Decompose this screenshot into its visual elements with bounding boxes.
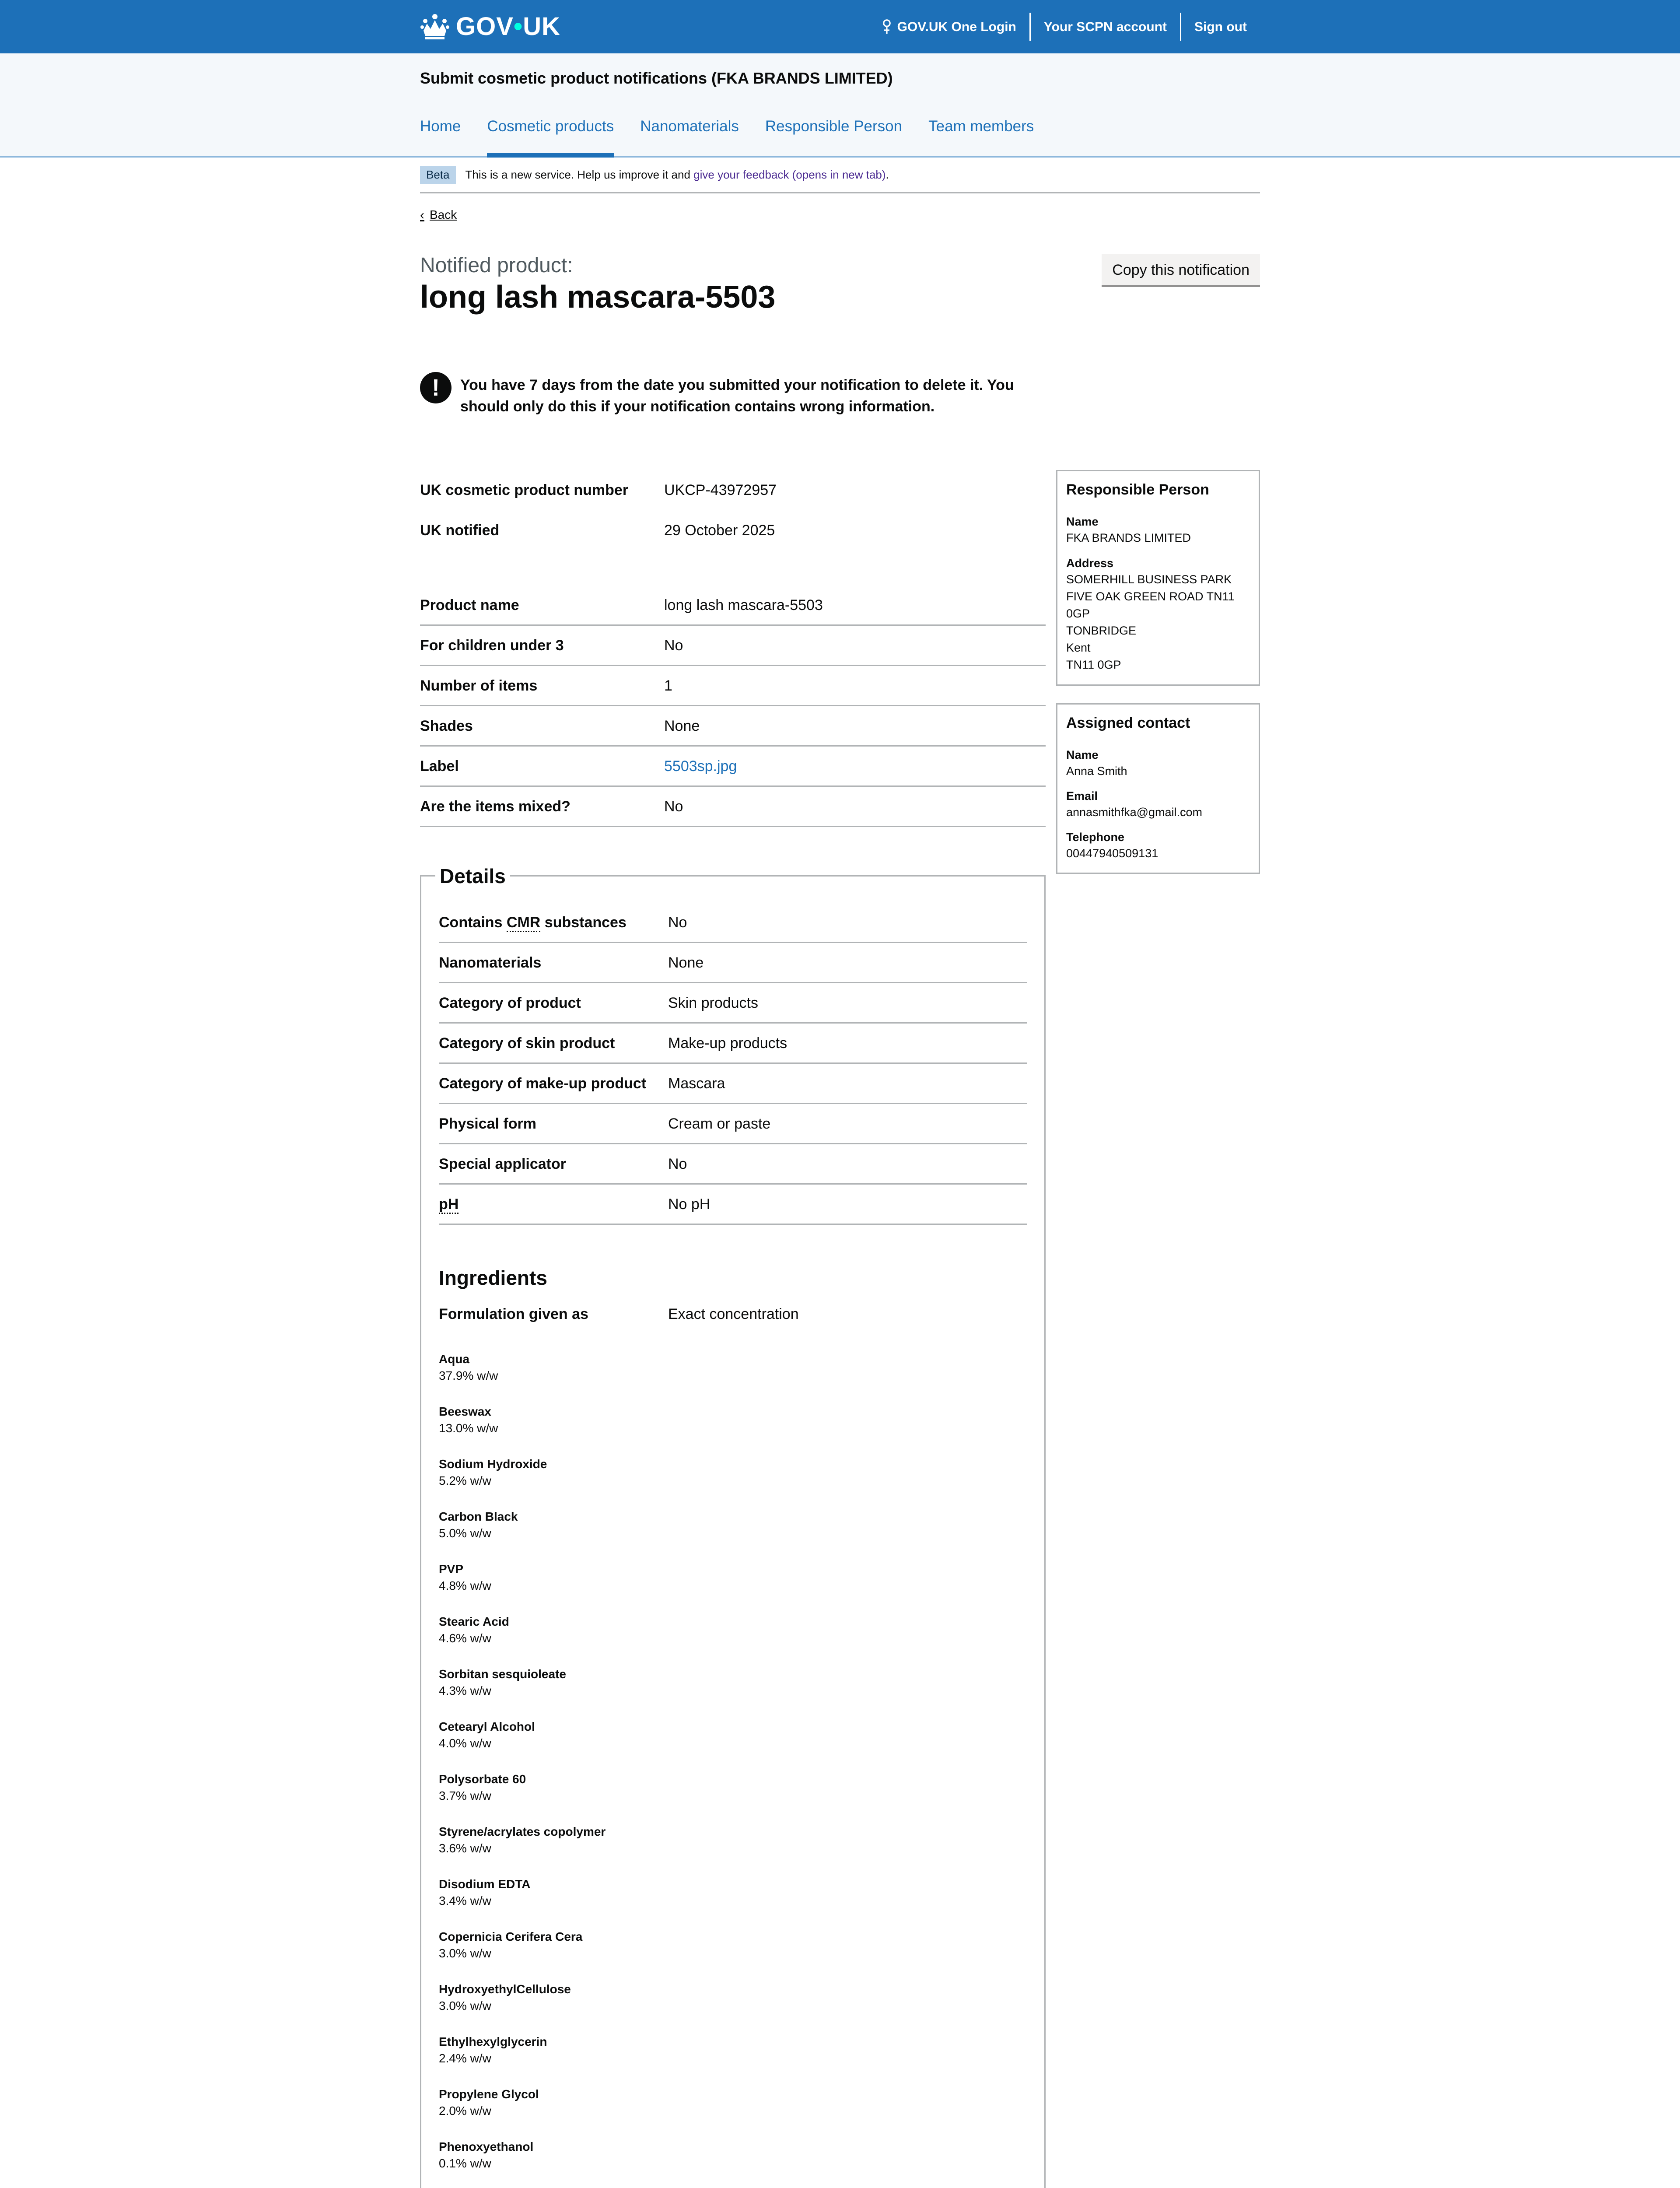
ingredients-heading: Ingredients [439,1266,547,1290]
summary-value: No [664,798,683,815]
ingredient-concentration: 2.0% w/w [439,2104,491,2118]
content-layout [420,470,1260,2188]
formulation-key: Formulation given as [439,1305,588,1322]
rp-name-label: Name [1066,515,1099,529]
summary-key: Label [420,757,459,775]
ingredient-name: Sorbitan sesquioleate [439,1667,566,1681]
ingredient-item [439,1666,1027,1718]
summary-row [439,983,1027,1024]
phase-banner [420,158,1260,193]
ingredient-name: Aqua [439,1352,469,1366]
summary-key: UK notified [420,522,500,539]
ingredient-item [439,1508,1027,1561]
summary-value: No [668,914,687,931]
ingredient-concentration: 37.9% w/w [439,1368,498,1382]
ingredient-item [439,1929,1027,1981]
summary-key: Category of product [439,994,581,1011]
ingredient-name: Ethylhexylglycerin [439,2035,547,2049]
contact-email-label: Email [1066,789,1098,803]
formulation-row [439,1304,1027,1324]
contact-telephone-label: Telephone [1066,831,1125,844]
summary-row [439,943,1027,983]
ingredient-concentration: 13.0% w/w [439,1421,498,1435]
summary-row [439,1144,1027,1185]
ingredient-concentration: 3.6% w/w [439,1841,491,1855]
assigned-contact-card [1056,703,1260,874]
summary-key: Shades [420,717,473,734]
feedback-link[interactable]: give your feedback (opens in new tab) [693,168,886,181]
assigned-contact-heading: Assigned contact [1066,714,1190,731]
ingredient-name: Stearic Acid [439,1615,509,1629]
nav-cosmetic-products[interactable]: Cosmetic products [487,102,614,158]
ph-abbr: pH [439,1196,458,1214]
title-row [420,252,1260,326]
summary-row [420,747,1046,787]
ingredient-name: Copernicia Cerifera Cera [439,1930,583,1944]
summary-value: UKCP-43972957 [664,482,777,499]
govuk-header [0,0,1680,53]
summary-value: 1 [664,677,672,694]
ingredient-concentration: 3.7% w/w [439,1788,491,1802]
summary-key: Nanomaterials [439,954,542,971]
summary-row [439,1064,1027,1104]
summary-value: No [664,637,683,654]
summary-key: Category of make-up product [439,1075,647,1092]
govuk-logo-link[interactable] [420,10,560,43]
ingredient-item [439,1561,1027,1613]
label-image-link[interactable]: 5503sp.jpg [664,757,737,775]
summary-value [664,757,737,776]
ingredient-name: PVP [439,1562,464,1576]
summary-value: None [664,717,700,734]
responsible-person-card [1056,470,1260,685]
ingredient-item [439,2034,1027,2086]
ingredient-name: Sodium Hydroxide [439,1457,547,1471]
summary-key: Are the items mixed? [420,798,570,815]
summary-row [420,706,1046,747]
ingredient-item [439,2086,1027,2139]
summary-value: 29 October 2025 [664,522,775,539]
summary-row [420,510,1046,551]
contact-name-label: Name [1066,748,1099,761]
summary-key: Special applicator [439,1155,566,1172]
formulation-value: Exact concentration [668,1305,799,1322]
contact-email: annasmithfka@gmail.com [1066,806,1203,819]
summary-row [439,1185,1027,1225]
ingredient-item [439,1876,1027,1929]
ingredient-item [439,1718,1027,1771]
ingredient-concentration: 3.4% w/w [439,1893,491,1907]
beta-tag: Beta [420,166,456,184]
summary-key: Category of skin product [439,1034,615,1052]
service-nav-list [420,102,1060,158]
ingredient-name: HydroxyethylCellulose [439,1982,571,1996]
summary-row [420,666,1046,706]
summary-key [439,1195,668,1214]
details-fieldset [420,865,1046,2188]
ingredient-item [439,1771,1027,1823]
scpn-account-link[interactable]: Your SCPN account [1029,13,1180,41]
summary-value: long lash mascara-5503 [664,596,823,614]
nav-responsible-person[interactable]: Responsible Person [765,118,903,135]
contact-telephone: 00447940509131 [1066,847,1158,860]
ingredient-concentration: 4.6% w/w [439,1631,491,1645]
phase-text: This is a new service. Help us improve it and give your feedback (opens in new tab). [465,168,889,181]
rp-address: SOMERHILL BUSINESS PARK FIVE OAK GREEN ROAD TN11 0GP TONBRIDGE Kent TN11 0GP [1066,572,1235,672]
ingredient-item [439,1403,1027,1456]
summary-key: For children under 3 [420,637,564,654]
one-login-link[interactable]: GOV.UK One Login [868,13,1029,41]
ingredient-name: Cetearyl Alcohol [439,1720,535,1734]
user-icon [881,19,893,35]
ingredient-name: Polysorbate 60 [439,1772,526,1786]
ingredient-concentration: 4.0% w/w [439,1736,491,1750]
ingredient-item [439,1613,1027,1666]
ingredient-item [439,1823,1027,1876]
summary-row [439,903,1027,943]
ingredient-name: Phenoxyethanol [439,2140,534,2154]
ingredient-concentration: 5.2% w/w [439,1473,491,1487]
rp-name: FKA BRANDS LIMITED [1066,531,1191,545]
ingredient-concentration: 0.1% w/w [439,2156,491,2170]
summary-key: UK cosmetic product number [420,482,629,499]
summary-value: No [668,1155,687,1172]
summary-key: Number of items [420,677,538,694]
details-legend: Details [435,863,510,890]
back-link[interactable]: ‹ Back [420,207,457,224]
summary-row [420,787,1046,827]
ingredient-name: Disodium EDTA [439,1877,531,1891]
page-caption: Notified product: [420,253,573,277]
contact-name: Anna Smith [1066,764,1127,778]
ingredient-concentration: 4.8% w/w [439,1578,491,1592]
summary-key: Product name [420,596,519,614]
ingredients-list [439,1351,1027,2188]
summary-value: None [668,954,704,971]
summary-row [420,586,1046,626]
rp-address-label: Address [1066,556,1114,570]
summary-value: Cream or paste [668,1115,771,1132]
summary-row [439,1024,1027,1064]
crown-icon [420,13,450,40]
responsible-person-heading: Responsible Person [1066,481,1209,498]
nav-nanomaterials[interactable]: Nanomaterials [640,118,739,135]
right-column [1056,470,1260,2188]
page-title: long lash mascara-5503 [420,279,776,315]
sign-out-link[interactable]: Sign out [1180,13,1260,41]
service-navigation [0,53,1680,158]
warning-message: You have 7 days from the date you submitted your notification to delete it. You should only do this if your notification contains wrong information. [460,376,1014,415]
warning-text [420,372,1050,418]
summary-value: No pH [668,1196,710,1213]
ingredient-concentration: 2.4% w/w [439,2051,491,2065]
ingredient-name: Propylene Glycol [439,2087,539,2101]
ingredient-item [439,1456,1027,1508]
summary-row [420,470,1046,510]
warning-icon: ! [420,372,452,403]
ingredient-concentration: 3.0% w/w [439,1999,491,2013]
left-column [420,470,1046,2188]
service-name: Submit cosmetic product notifications (FKA BRANDS LIMITED) [420,69,893,87]
ingredient-concentration: 4.3% w/w [439,1683,491,1697]
cmr-abbr: CMR [507,914,540,932]
logo-text: GOV•UK [456,12,561,41]
chevron-left-icon: ‹ [420,208,424,222]
ingredient-item [439,2139,1027,2188]
summary-value: Skin products [668,994,758,1011]
header-nav [868,13,1260,41]
summary-row [420,626,1046,666]
ingredient-item [439,1351,1027,1403]
summary-value: Make-up products [668,1034,788,1052]
nav-team-members[interactable]: Team members [928,118,1034,135]
summary-row [439,1104,1027,1144]
ingredient-name: Carbon Black [439,1510,518,1524]
ingredient-item [439,1981,1027,2034]
summary-key: Contains CMR substances [439,913,668,932]
ingredient-concentration: 3.0% w/w [439,1946,491,1960]
summary-list-product [420,586,1046,827]
ingredient-concentration: 5.0% w/w [439,1526,491,1540]
summary-value: Mascara [668,1075,725,1092]
main-container [420,158,1260,2188]
details-summary-list [439,903,1027,1225]
ingredient-name: Styrene/acrylates copolymer [439,1825,606,1839]
summary-list-top [420,470,1046,551]
ingredient-name: Beeswax [439,1405,491,1419]
copy-notification-button[interactable]: Copy this notification [1102,254,1260,285]
summary-key: Physical form [439,1115,536,1132]
nav-home[interactable]: Home [420,118,461,135]
